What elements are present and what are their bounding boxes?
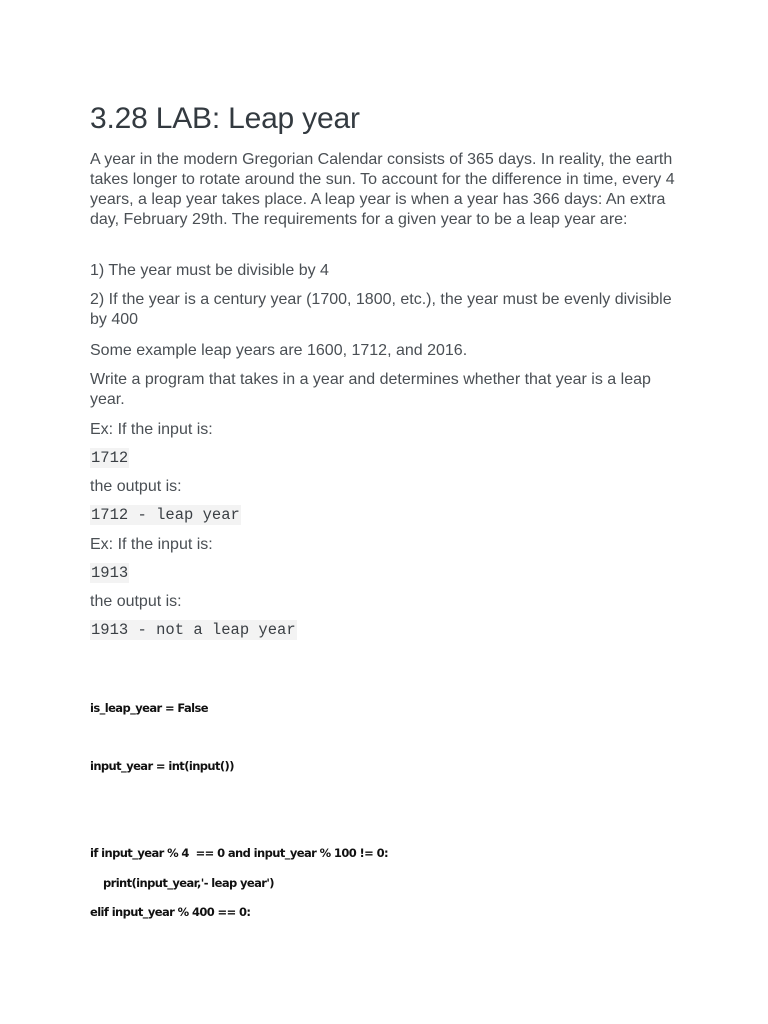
example1-input-label: Ex: If the input is: <box>90 421 213 438</box>
example2-input-label: Ex: If the input is: <box>90 536 213 553</box>
rule-one: 1) The year must be divisible by 4 <box>90 262 329 279</box>
code-line-5: elif input_year % 400 == 0: <box>90 905 251 919</box>
example1-output-code: 1712 - leap year <box>91 506 240 524</box>
code-line-4: print(input_year,'- leap year') <box>103 876 274 890</box>
example2-output-label: the output is: <box>90 593 182 610</box>
example1-output-label: the output is: <box>90 478 182 495</box>
rule-two: 2) If the year is a century year (1700, 1800, etc.), the year must be evenly divisible by 400 <box>90 291 672 328</box>
example2-output-code: 1913 - not a leap year <box>91 621 296 639</box>
code-line-1: is_leap_year = False <box>90 701 208 715</box>
page-title: 3.28 LAB: Leap year <box>90 102 360 135</box>
example1-input-code: 1712 <box>91 449 129 467</box>
code-line-3: if input_year % 4 == 0 and input_year % 100 != 0: <box>90 846 389 860</box>
code-line-2: input_year = int(input()) <box>90 759 234 773</box>
task-paragraph: Write a program that takes in a year and determines whether that year is a leap year. <box>90 371 651 408</box>
examples-sentence: Some example leap years are 1600, 1712, and 2016. <box>90 342 468 359</box>
example2-input-code: 1913 <box>91 564 129 582</box>
intro-paragraph: A year in the modern Gregorian Calendar consists of 365 days. In reality, the earth takes longer to rotate around the sun. To account for the difference in time, every 4 years, a leap year takes place. A leap year is when a year has 366 days: An extra day, February 29th. The requirements for a given year to be a leap year are: <box>90 151 675 228</box>
